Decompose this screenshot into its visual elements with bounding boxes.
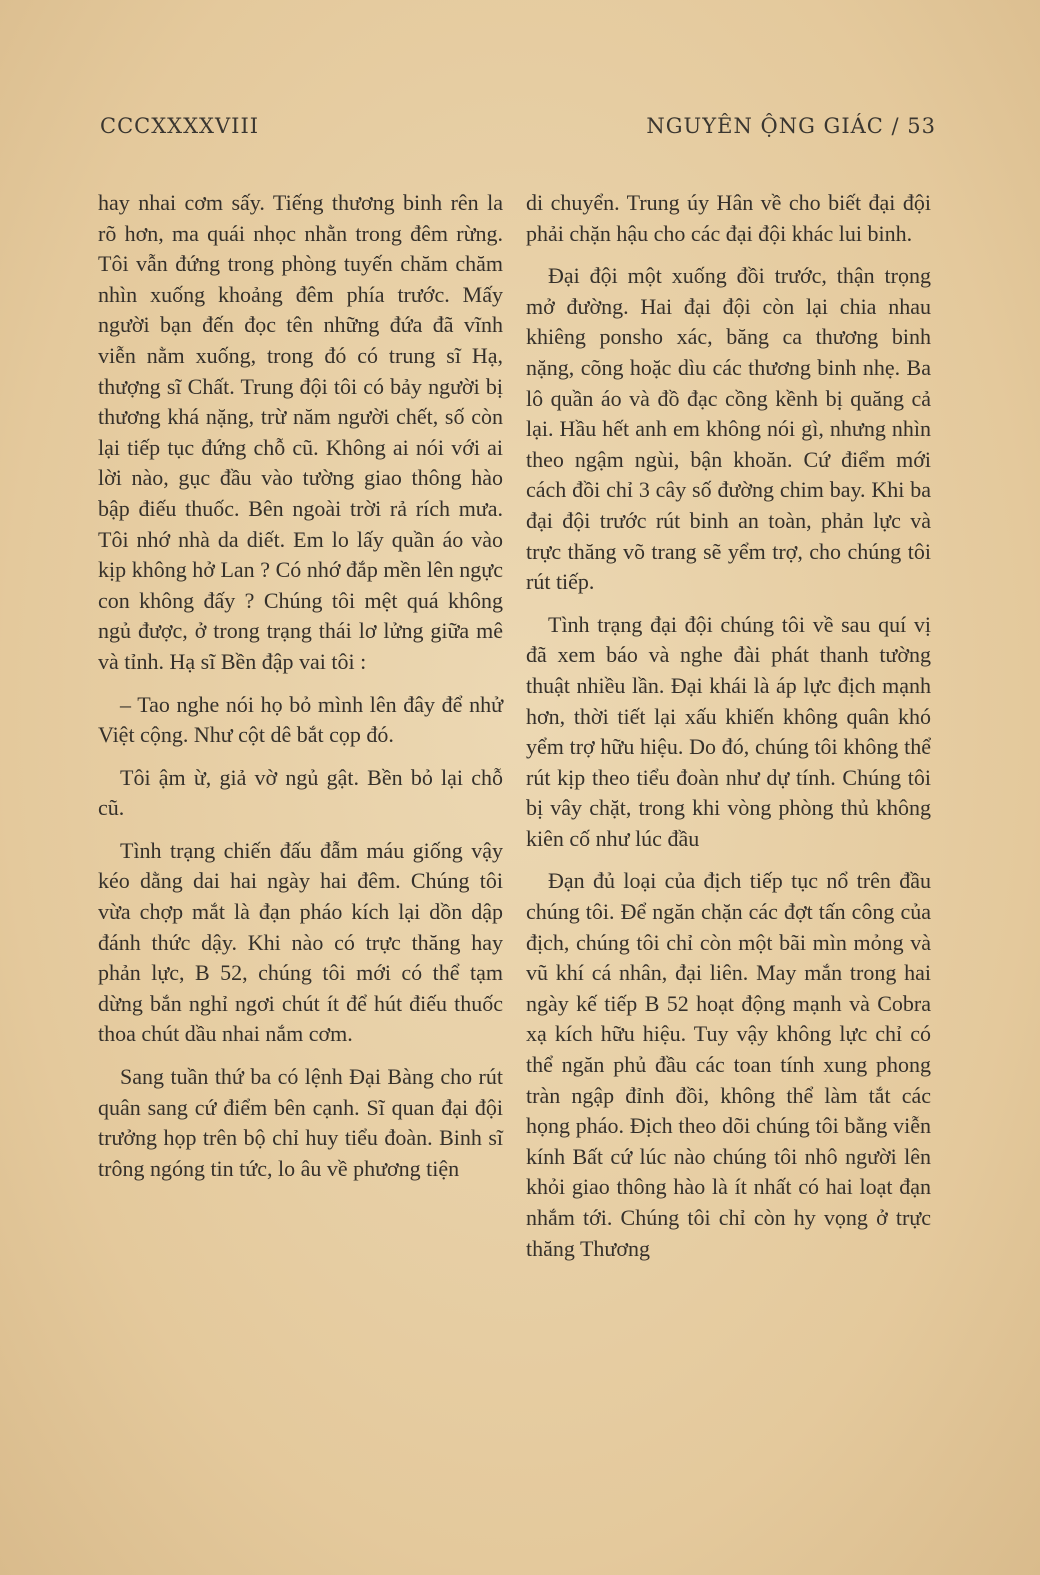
right-column bbox=[526, 188, 931, 1276]
paragraph: – Tao nghe nói họ bỏ mình lên đây để nhử Việt cộng. Như cột dê bắt cọp đó. bbox=[98, 691, 503, 748]
author-page-number: NGUYÊN ỘNG GIÁC / 53 bbox=[646, 114, 936, 138]
paragraph: di chuyển. Trung úy Hân về cho biết đại đội phải chặn hậu cho các đại đội khác lui binh. bbox=[526, 190, 931, 246]
paragraph: hay nhai cơm sấy. Tiếng thương binh rên la rõ hơn, ma quái nhọc nhằn trong đêm rừng. Tôi vẫn đứng trong phòng tuyến chăm chăm nhìn xuống khoảng đêm phía trước. Mấy người bạn đến đọc tên những đứa đã vĩnh viễn nằm xuống, trong đó có trung sĩ Hạ, thượng sĩ Chất. Trung đội tôi có bảy người bị thương khá nặng, trừ năm người chết, số còn lại tiếp tục đứng chỗ cũ. Không ai nói với ai lời nào, gục đầu vào tường giao thông hào bập điếu thuốc. Bên ngoài trời rả rích mưa. Tôi nhớ nhà da diết. Em lo lấy quần áo vào kịp không hở Lan ? Có nhớ đắp mền lên ngực con không đấy ? Chúng tôi mệt quá không ngủ được, ở trong trạng thái lơ lửng giữa mê và tỉnh. Hạ sĩ Bền đập vai tôi : bbox=[98, 190, 503, 674]
left-column bbox=[98, 188, 503, 1196]
paragraph: Tình trạng đại đội chúng tôi về sau quí vị đã xem báo và nghe đài phát thanh tường thuật nhiều lần. Đại khái là áp lực địch mạnh hơn, thời tiết lại xấu khiến không quân khó yểm trợ hữu hiệu. Do đó, chúng tôi không thể rút kịp theo tiểu đoàn như dự tính. Chúng tôi bị vây chặt, trong khi vòng phòng thủ không kiên cố như lúc đầu bbox=[526, 611, 931, 851]
paragraph: Tôi ậm ừ, giả vờ ngủ gật. Bền bỏ lại chỗ cũ. bbox=[98, 764, 503, 821]
paragraph: Tình trạng chiến đấu đẫm máu giống vậy kéo dằng dai hai ngày hai đêm. Chúng tôi vừa chợp mắt là đạn pháo kích lại dồn dập đánh thức dậy. Khi nào có trực thăng hay phản lực, B 52, chúng tôi mới có thể tạm dừng bắn nghỉ ngơi chút ít để hút điếu thuốc thoa chút dầu nhai nắm cơm. bbox=[98, 837, 503, 1047]
paragraph: Đại đội một xuống đồi trước, thận trọng mở đường. Hai đại đội còn lại chia nhau khiêng ponsho xác, băng ca thương binh nặng, cõng hoặc dìu các thương binh nhẹ. Ba lô quần áo và đồ đạc cồng kềnh bị quăng cả lại. Hầu hết anh em không nói gì, nhưng nhìn theo ngậm ngùi, bận khoăn. Cứ điểm mới cách đồi chỉ 3 cây số đường chim bay. Khi ba đại đội trước rút binh an toàn, phản lực và trực thăng võ trang sẽ yểm trợ, cho chúng tôi rút tiếp. bbox=[526, 263, 931, 595]
page-header bbox=[100, 108, 936, 144]
section-number: CCCXXXXVIII bbox=[100, 114, 260, 138]
paragraph: Sang tuần thứ ba có lệnh Đại Bàng cho rút quân sang cứ điểm bên cạnh. Sĩ quan đại đội trưởng họp trên bộ chỉ huy tiểu đoàn. Binh sĩ trông ngóng tin tức, lo âu về phương tiện bbox=[98, 1064, 503, 1181]
paragraph: Đạn đủ loại của địch tiếp tục nổ trên đầu chúng tôi. Để ngăn chặn các đợt tấn công của địch, chúng tôi chỉ còn một bãi mìn mỏng và vũ khí cá nhân, đại liên. May mắn trong hai ngày kế tiếp B 52 hoạt động mạnh và Cobra xạ kích hữu hiệu. Tuy vậy không lực chỉ có thể ngăn phủ đầu các toan tính xung phong tràn ngập đỉnh đồi, không thể làm tắt các họng pháo. Địch theo dõi chúng tôi bằng viễn kính Bất cứ lúc nào chúng tôi nhô người lên khỏi giao thông hào là ít nhất có hai loạt đạn nhắm tới. Chúng tôi chỉ còn hy vọng ở trực thăng Thương bbox=[526, 868, 931, 1261]
